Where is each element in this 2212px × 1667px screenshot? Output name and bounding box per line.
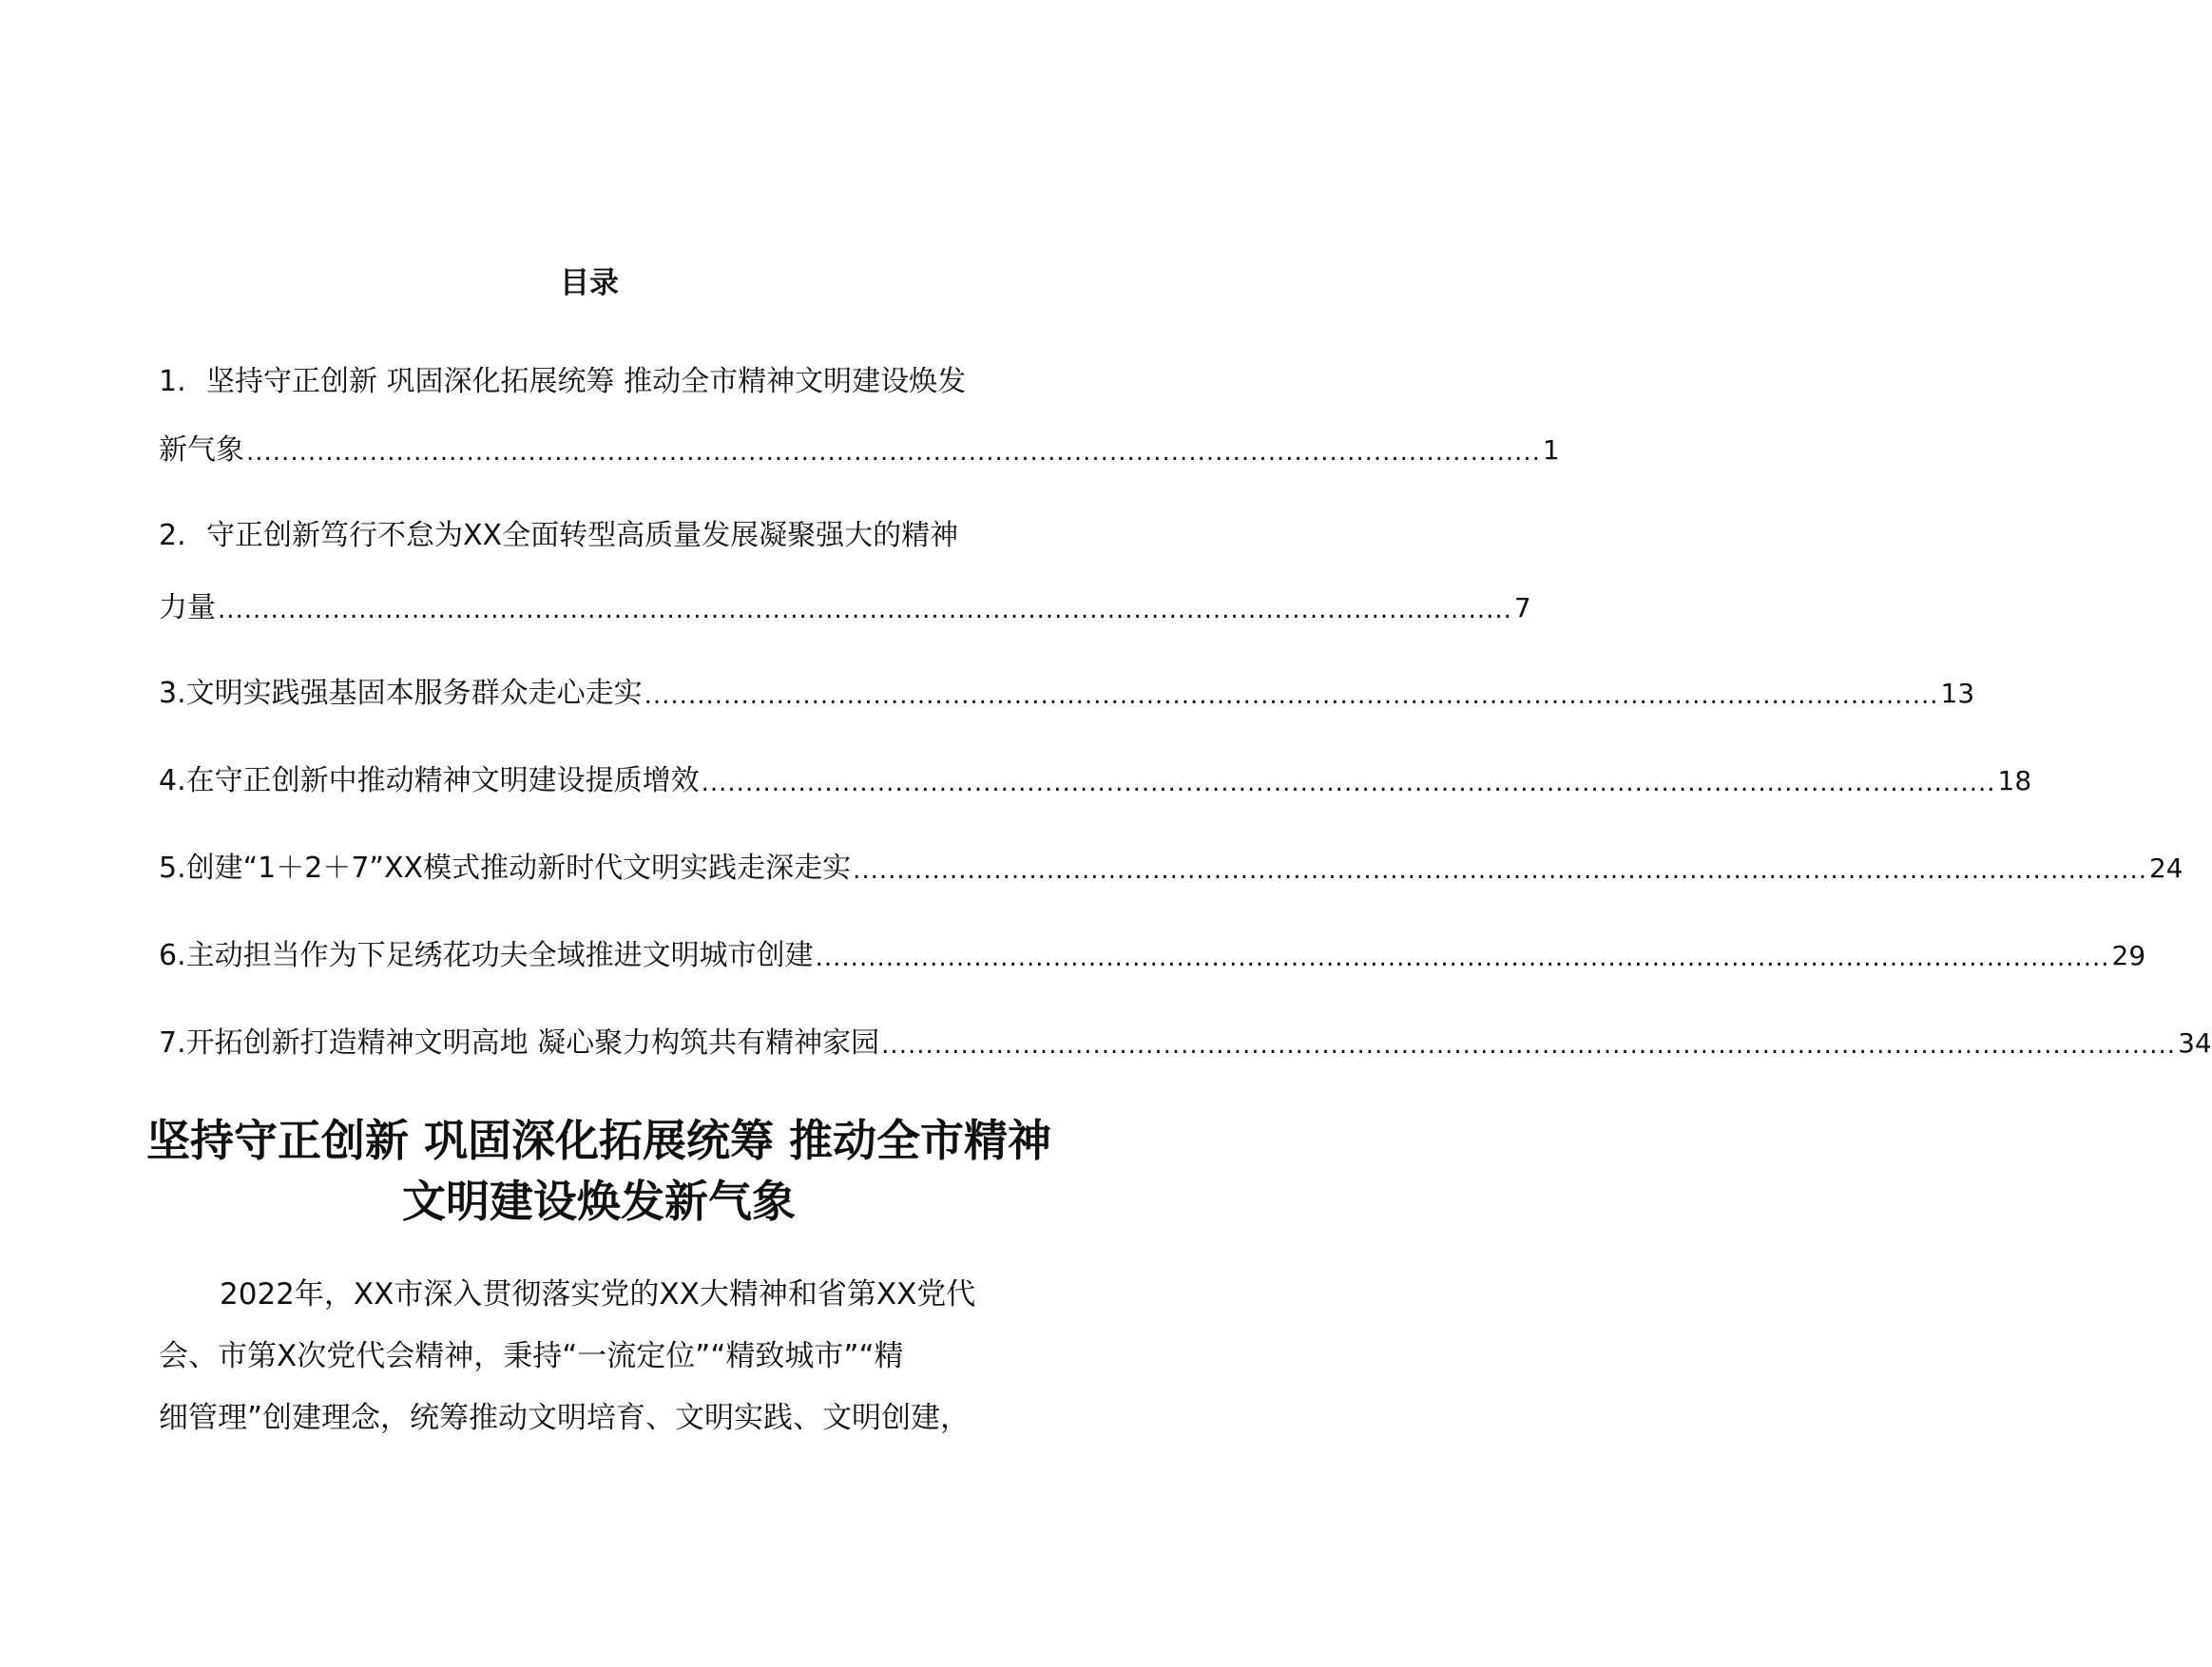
toc-leader-dots: ................................................................................................................................................... [881, 1031, 2177, 1060]
body-line: 会、市第X次党代会精神，秉持“一流定位”“精致城市”“精 [159, 1339, 904, 1373]
toc-entry-page: 7 [1513, 592, 1531, 623]
toc-entry-number: 1. [159, 365, 186, 398]
toc-entry-number: 5. [159, 852, 186, 885]
toc-entry-title: 在守正创新中推动精神文明建设提质增效 [185, 764, 700, 797]
toc-entry-number: 3. [159, 677, 186, 710]
article-heading-line: 文明建设焕发新气象 [402, 1176, 796, 1227]
toc-leader-dots: ................................................................................................................................................... [853, 856, 2147, 885]
toc-leader-dots: ................................................................................................................................................... [815, 944, 2110, 972]
toc-entry-title: 创建“1＋2＋7”XX模式推动新时代文明实践走深走实 [185, 852, 852, 885]
toc-entry-title: 坚持守正创新 巩固深化拓展统筹 推动全市精神文明建设焕发 [206, 365, 967, 398]
body-line: 2022年，XX市深入贯彻落实党的XX大精神和省第XX党代 [220, 1277, 976, 1312]
toc-entry-title-continued: 新气象 [159, 433, 244, 467]
article-body [159, 1264, 1029, 1449]
toc-entry-title: 守正创新笃行不怠为XX全面转型高质量发展凝聚强大的精神 [206, 519, 959, 552]
toc-entry-page: 13 [1940, 678, 1975, 709]
toc-leader-dots: ................................................................................................................................................... [218, 596, 1512, 624]
toc-entry-number: 6. [159, 939, 186, 972]
toc-entry-page: 34 [2178, 1027, 2212, 1059]
toc-leader-dots: ................................................................................................................................................... [246, 438, 1541, 467]
toc-entry-page: 29 [2111, 940, 2146, 971]
toc-entry-number: 7. [159, 1026, 186, 1060]
article-heading [143, 1110, 1055, 1232]
toc-entry-title: 主动担当作为下足绣花功夫全域推进文明城市创建 [185, 939, 814, 972]
toc-entry-page: 18 [1997, 765, 2032, 796]
toc-entry-page: 1 [1542, 434, 1560, 466]
toc-entry-number: 2. [159, 519, 186, 552]
toc-entry-title: 文明实践强基固本服务群众走心走实 [185, 677, 643, 710]
body-line: 细管理”创建理念，统筹推动文明培育、文明实践、文明创建， [159, 1401, 971, 1435]
article-heading-line: 坚持守正创新 巩固深化拓展统筹 推动全市精神 [145, 1115, 1052, 1166]
toc-entry-title: 开拓创新打造精神文明高地 凝心聚力构筑共有精神家园 [185, 1026, 880, 1060]
toc-entry-page: 24 [2148, 853, 2183, 884]
toc-leader-dots: ................................................................................................................................................... [644, 681, 1939, 710]
toc-entry-number: 4. [159, 764, 186, 797]
toc-leader-dots: ................................................................................................................................................... [701, 769, 1996, 797]
toc-title: 目录 [560, 266, 619, 300]
toc-entry-title-continued: 力量 [159, 591, 216, 624]
